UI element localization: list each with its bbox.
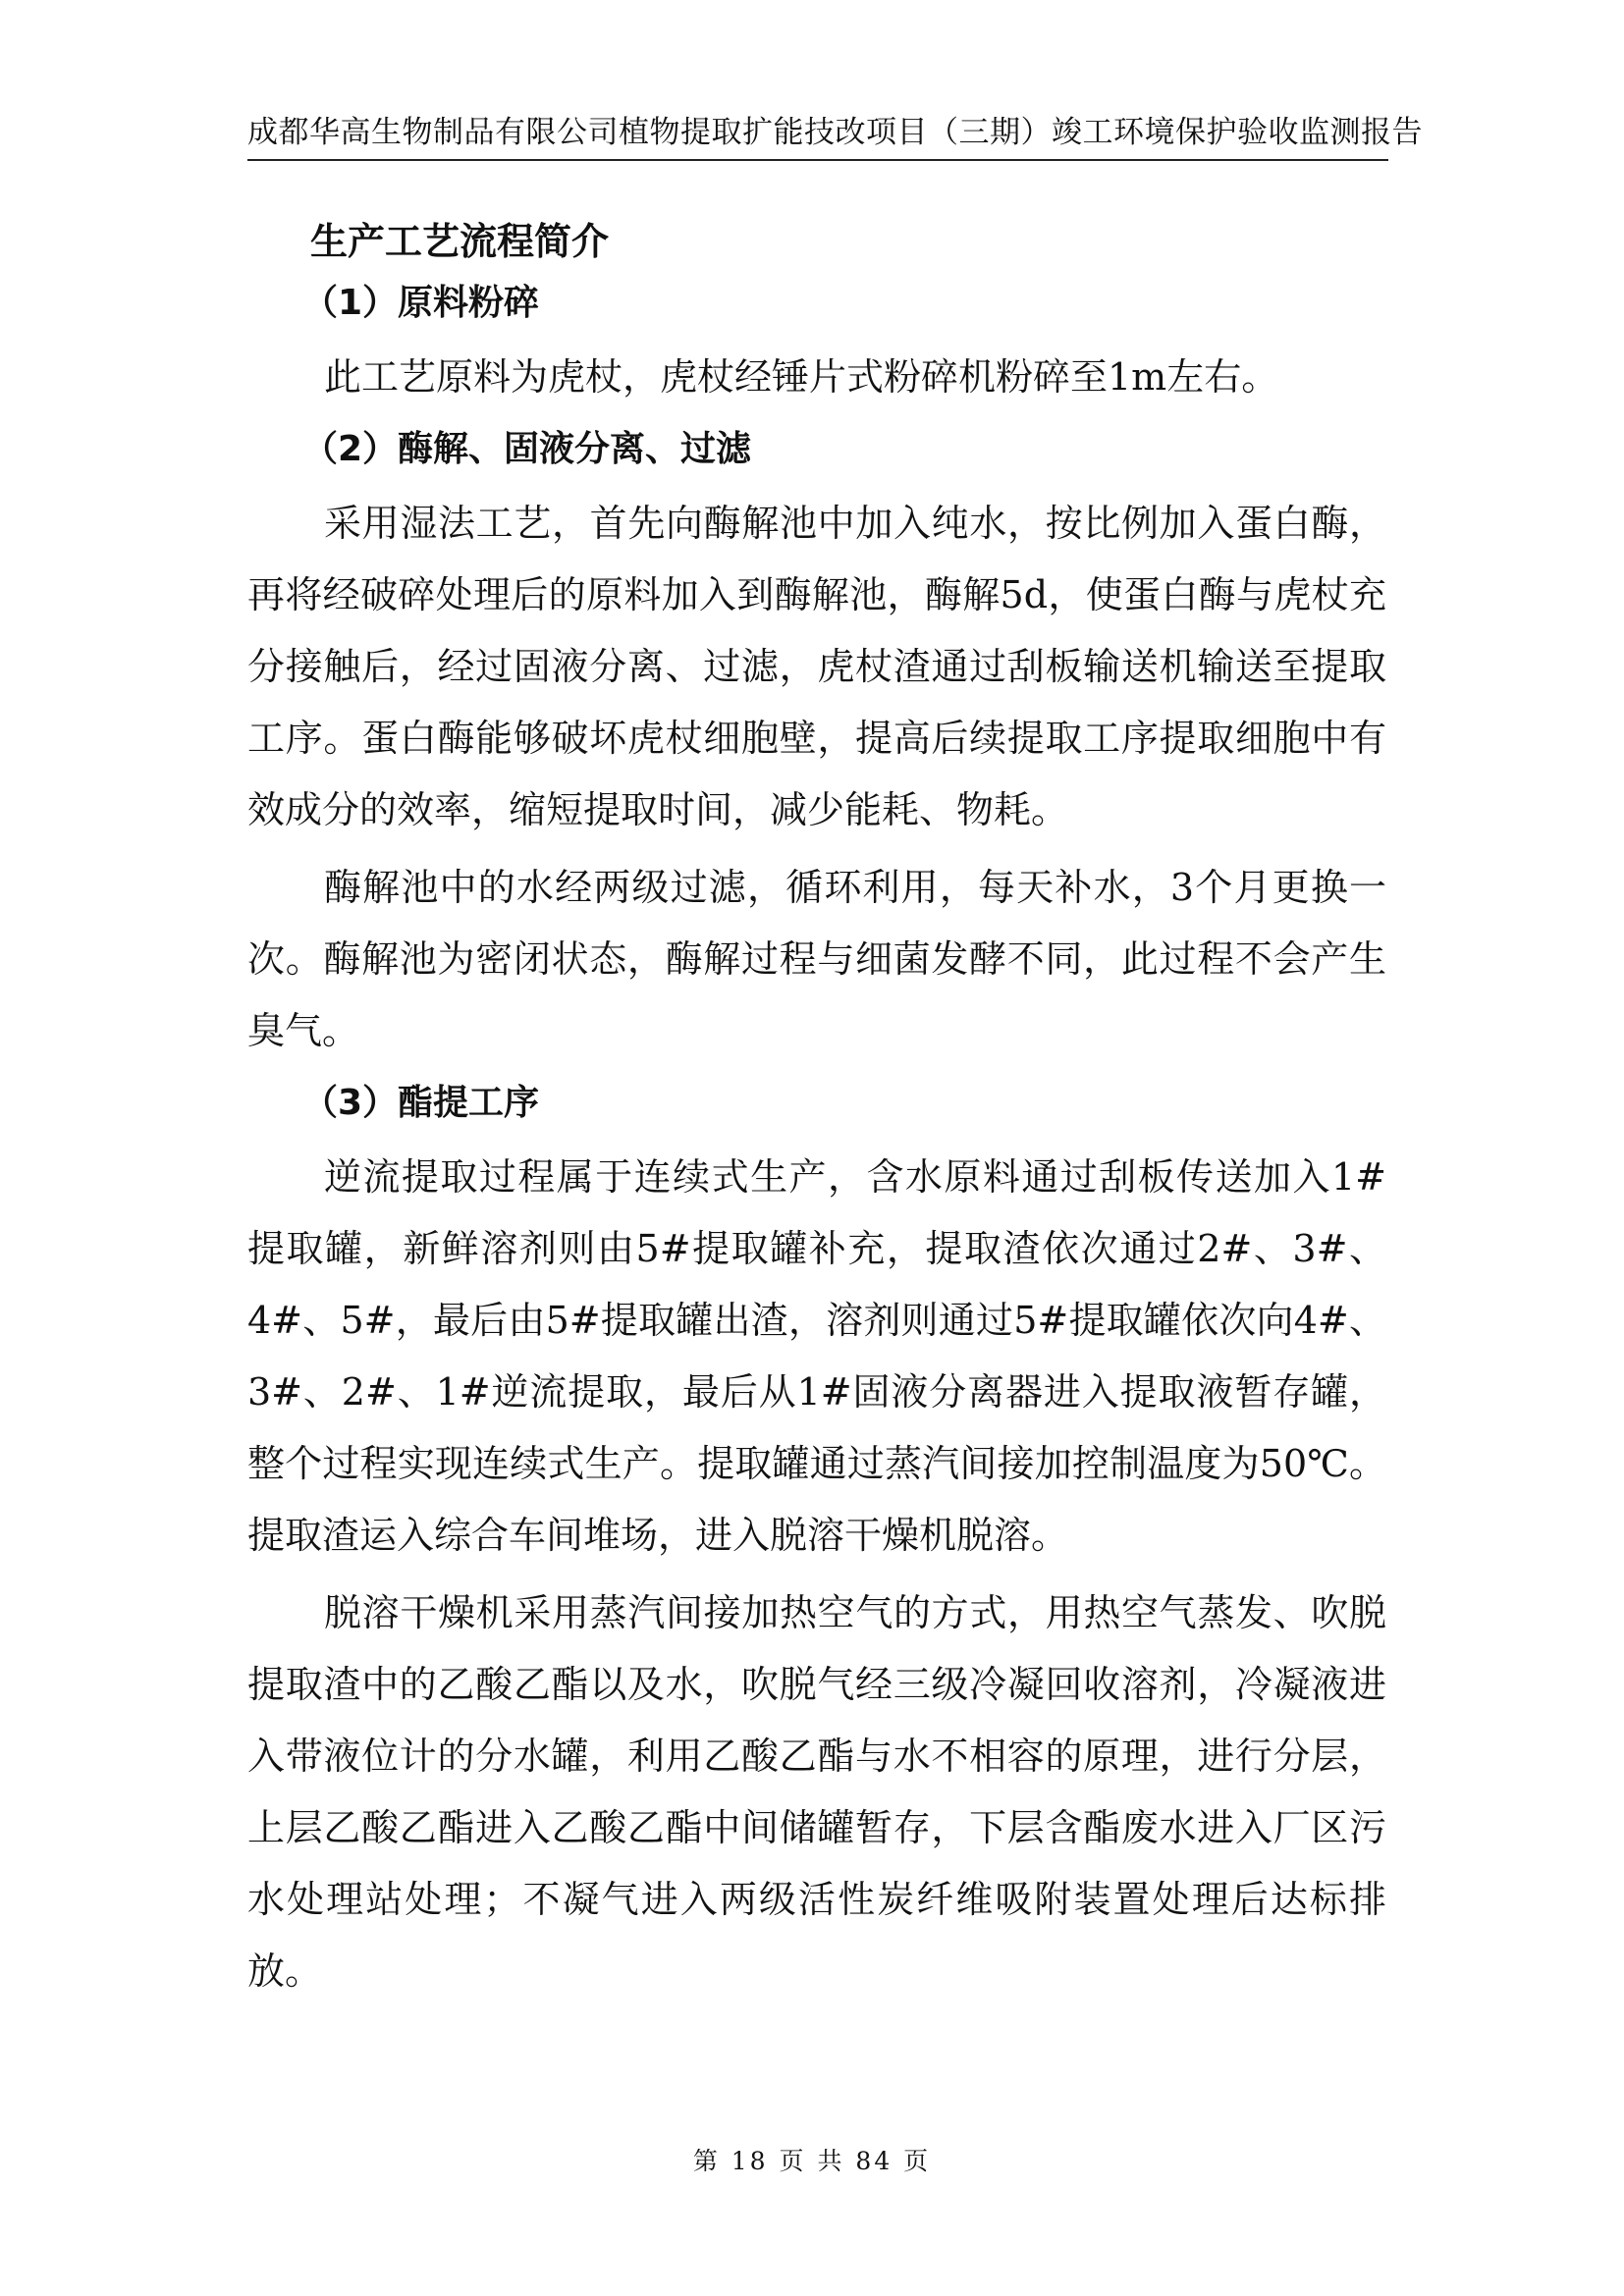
step-2 (247, 425, 1386, 1067)
page-footer (0, 2142, 1624, 2177)
report-title: 成都华高生物制品有限公司植物提取扩能技改项目（三期）竣工环境保护验收监测报告 (247, 115, 1423, 150)
step-title-raw-material-crushing: （1）原料粉碎 (302, 283, 540, 323)
step-title-enzymolysis: （2）酶解、固液分离、过滤 (302, 429, 752, 469)
section-title: 生产工艺流程简介 (310, 220, 610, 263)
paragraph: 脱溶干燥机采用蒸汽间接加热空气的方式，用热空气蒸发、吹脱提取渣中的乙酸乙酯以及水，吹脱气经三级冷凝回收溶剂，冷凝液进入带液位计的分水罐，利用乙酸乙酯与水不相容的原理，进行分层，上层乙酸乙酯进入乙酸乙酯中间储罐暂存，下层含酯废水进入厂区污水处理站处理；不凝气进入两级活性炭纤维吸附装置处理后达标排放。 (247, 1591, 1386, 1993)
step-3 (247, 1079, 1386, 2007)
paragraph: 此工艺原料为虎杖，虎杖经锤片式粉碎机粉碎至1m左右。 (324, 355, 1279, 399)
main-content (247, 208, 1386, 2013)
page-number: 第 18 页 共 84 页 (692, 2147, 932, 2175)
page-header (247, 110, 1423, 161)
paragraph: 逆流提取过程属于连续式生产，含水原料通过刮板传送加入1#提取罐，新鲜溶剂则由5#提取罐补充，提取渣依次通过2#、3#、4#、5#，最后由5#提取罐出渣，溶剂则通过5#提取罐依次向4#、3#、2#、1#逆流提取，最后从1#固液分离器进入提取液暂存罐，整个过程实现连续式生产。提取罐通过蒸汽间接加控制温度为50℃。提取渣运入综合车间堆场，进入脱溶干燥机脱溶。 (247, 1155, 1386, 1557)
step-title-ester-extraction: （3）酯提工序 (302, 1083, 540, 1123)
step-1 (247, 279, 1386, 413)
paragraph: 采用湿法工艺，首先向酶解池中加入纯水，按比例加入蛋白酶，再将经破碎处理后的原料加入到酶解池，酶解5d，使蛋白酶与虎杖充分接触后，经过固液分离、过滤，虎杖渣通过刮板输送机输送至提取工序。蛋白酶能够破坏虎杖细胞壁，提高后续提取工序提取细胞中有效成分的效率，缩短提取时间，减少能耗、物耗。 (247, 502, 1386, 831)
paragraph: 酶解池中的水经两级过滤，循环利用，每天补水，3个月更换一次。酶解池为密闭状态，酶解过程与细菌发酵不同，此过程不会产生臭气。 (247, 866, 1386, 1052)
